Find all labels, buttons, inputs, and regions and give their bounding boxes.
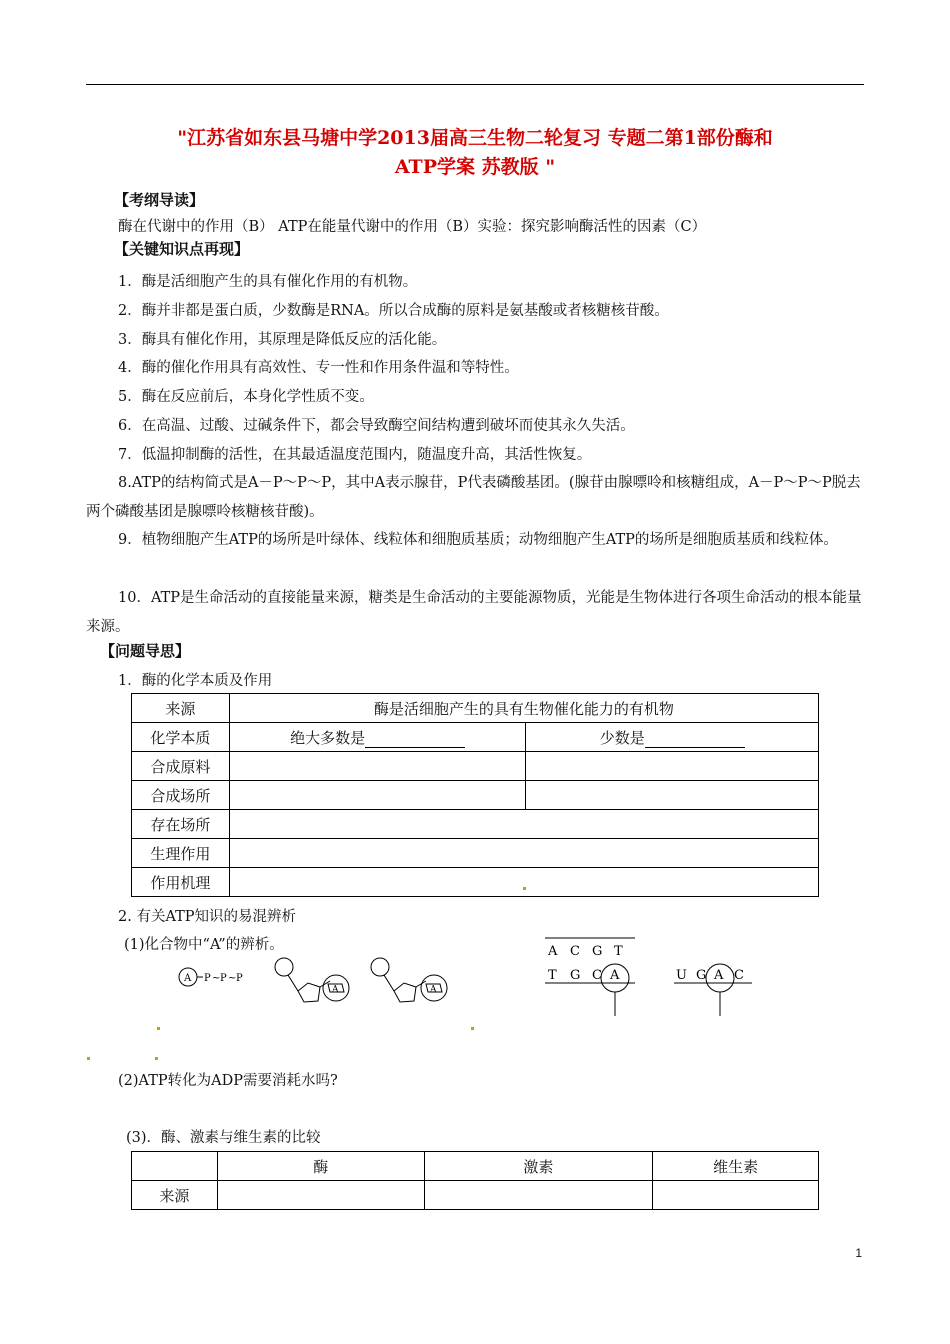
rna-1: U <box>676 968 687 983</box>
dna-bottom-4: A <box>610 968 620 983</box>
row-label: 来源 <box>132 694 230 723</box>
key-item-6: 6．在高温、过酸、过碱条件下，都会导致酶空间结构遭到破坏而使其永久失活。 <box>118 418 635 434</box>
dna-top-4: T <box>614 944 623 959</box>
outline-text: 酶在代谢中的作用（B） ATP在能量代谢中的作用（B）实验：探究影响酶活性的因素（C） <box>118 219 707 235</box>
artifact-dot <box>523 887 526 890</box>
svg-text:A: A <box>332 985 339 995</box>
answer-blank[interactable] <box>645 731 745 748</box>
dna-bottom-2: G <box>570 968 581 983</box>
artifact-dot <box>155 1057 158 1060</box>
dna-bottom-3: C <box>592 968 602 983</box>
questions-heading: 【问题导思】 <box>100 642 191 660</box>
key-item-4: 4．酶的催化作用具有高效性、专一性和作用条件温和等特性。 <box>118 360 519 376</box>
atp-p1-label: P <box>204 973 211 984</box>
table-row <box>132 694 819 723</box>
minority-cell <box>526 723 819 752</box>
atp-a-label: A <box>184 973 192 984</box>
key-item-5: 5．酶在反应前后，本身化学性质不变。 <box>118 389 374 405</box>
key-item-8: 8.ATP的结构简式是A－P～P～P，其中A表示腺苷，P代表磷酸基团。(腺苷由腺嘌呤和核糖组成，A－P～P～P脱去两个磷酸基团是腺嘌呤核糖核苷酸)。 <box>86 475 861 520</box>
majority-cell <box>229 723 526 752</box>
table-row <box>132 868 819 897</box>
header-cell <box>132 1152 218 1181</box>
empty-cell[interactable] <box>526 752 819 781</box>
empty-cell[interactable] <box>229 868 818 897</box>
empty-cell[interactable] <box>229 810 818 839</box>
question-1: 1．酶的化学本质及作用 <box>118 673 273 689</box>
atp-p2-label: P <box>220 973 227 984</box>
table-row <box>132 723 819 752</box>
row-label: 来源 <box>132 1181 218 1210</box>
question-2-2: (2)ATP转化为ADP需要消耗水吗? <box>118 1073 338 1089</box>
svg-text:~: ~ <box>212 973 221 984</box>
row-label: 化学本质 <box>132 723 230 752</box>
majority-label: 绝大多数是 <box>290 728 366 747</box>
row-label: 作用机理 <box>132 868 230 897</box>
header-cell: 激素 <box>424 1152 653 1181</box>
question-2: 2. 有关ATP知识的易混辨析 <box>118 909 297 925</box>
key-item-10: 10．ATP是生命活动的直接能量来源，糖类是生命活动的主要能源物质，光能是生物体进行各项生命活动的根本能量来源。 <box>86 590 862 635</box>
artifact-dot <box>157 1027 160 1030</box>
dna-bottom-1: T <box>548 968 557 983</box>
dna-top-1: A <box>548 944 558 959</box>
empty-cell[interactable] <box>229 781 526 810</box>
minority-label: 少数是 <box>599 728 645 747</box>
header-cell: 酶 <box>217 1152 424 1181</box>
key-item-7: 7．低温抑制酶的活性，在其最适温度范围内，随温度升高，其活性恢复。 <box>118 447 592 463</box>
doc-title-line2: ATP学案 苏教版 " <box>394 156 556 178</box>
empty-cell[interactable] <box>229 839 818 868</box>
row-label: 存在场所 <box>132 810 230 839</box>
dna-diagram <box>540 930 650 1020</box>
source-cell: 酶是活细胞产生的具有生物催化能力的有机物 <box>229 694 818 723</box>
svg-text:~: ~ <box>228 973 237 984</box>
key-item-9: 9．植物细胞产生ATP的场所是叶绿体、线粒体和细胞质基质；动物细胞产生ATP的场所是细胞质基质和线粒体。 <box>118 532 838 548</box>
doc-title-line1: "江苏省如东县马塘中学2013届高三生物二轮复习 专题二第1部份酶和 <box>177 127 773 149</box>
question-2-3: (3)．酶、激素与维生素的比较 <box>126 1130 321 1146</box>
table-row <box>132 1181 819 1210</box>
top-rule <box>86 84 864 85</box>
table-row <box>132 839 819 868</box>
empty-cell[interactable] <box>229 752 526 781</box>
empty-cell[interactable] <box>526 781 819 810</box>
atp-p3-label: P <box>236 973 243 984</box>
empty-cell[interactable] <box>653 1181 819 1210</box>
header-cell: 维生素 <box>653 1152 819 1181</box>
answer-blank[interactable] <box>365 731 465 748</box>
dna-top-2: C <box>570 944 580 959</box>
rna-3: A <box>714 968 724 983</box>
question-2-1: (1)化合物中“A”的辨析。 <box>124 937 284 953</box>
artifact-dot <box>471 1027 474 1030</box>
outline-heading: 【考纲导读】 <box>114 191 205 209</box>
comparison-table <box>131 1151 819 1210</box>
page-number: 1 <box>855 1246 862 1260</box>
dna-top-3: G <box>592 944 603 959</box>
key-item-3: 3．酶具有催化作用，其原理是降低反应的活化能。 <box>118 332 447 348</box>
key-item-1: 1．酶是活细胞产生的具有催化作用的有机物。 <box>118 274 418 290</box>
empty-cell[interactable] <box>217 1181 424 1210</box>
row-label: 合成原料 <box>132 752 230 781</box>
rna-2: G <box>696 968 707 983</box>
rna-4: C <box>734 968 744 983</box>
enzyme-table <box>131 693 819 897</box>
key-item-2: 2．酶并非都是蛋白质，少数酶是RNA。所以合成酶的原料是氨基酸或者核糖核苷酸。 <box>118 303 669 319</box>
empty-cell[interactable] <box>424 1181 653 1210</box>
nucleotide-diagram-2 <box>368 955 458 1020</box>
table-row <box>132 810 819 839</box>
row-label: 合成场所 <box>132 781 230 810</box>
nucleotide-diagram-1 <box>268 955 358 1020</box>
atp-structure-diagram <box>170 962 260 992</box>
table-row <box>132 781 819 810</box>
rna-diagram <box>672 955 762 1020</box>
table-row <box>132 1152 819 1181</box>
row-label: 生理作用 <box>132 839 230 868</box>
artifact-dot <box>87 1057 90 1060</box>
table-row <box>132 752 819 781</box>
key-heading: 【关键知识点再现】 <box>114 240 250 258</box>
svg-text:A: A <box>430 985 437 995</box>
